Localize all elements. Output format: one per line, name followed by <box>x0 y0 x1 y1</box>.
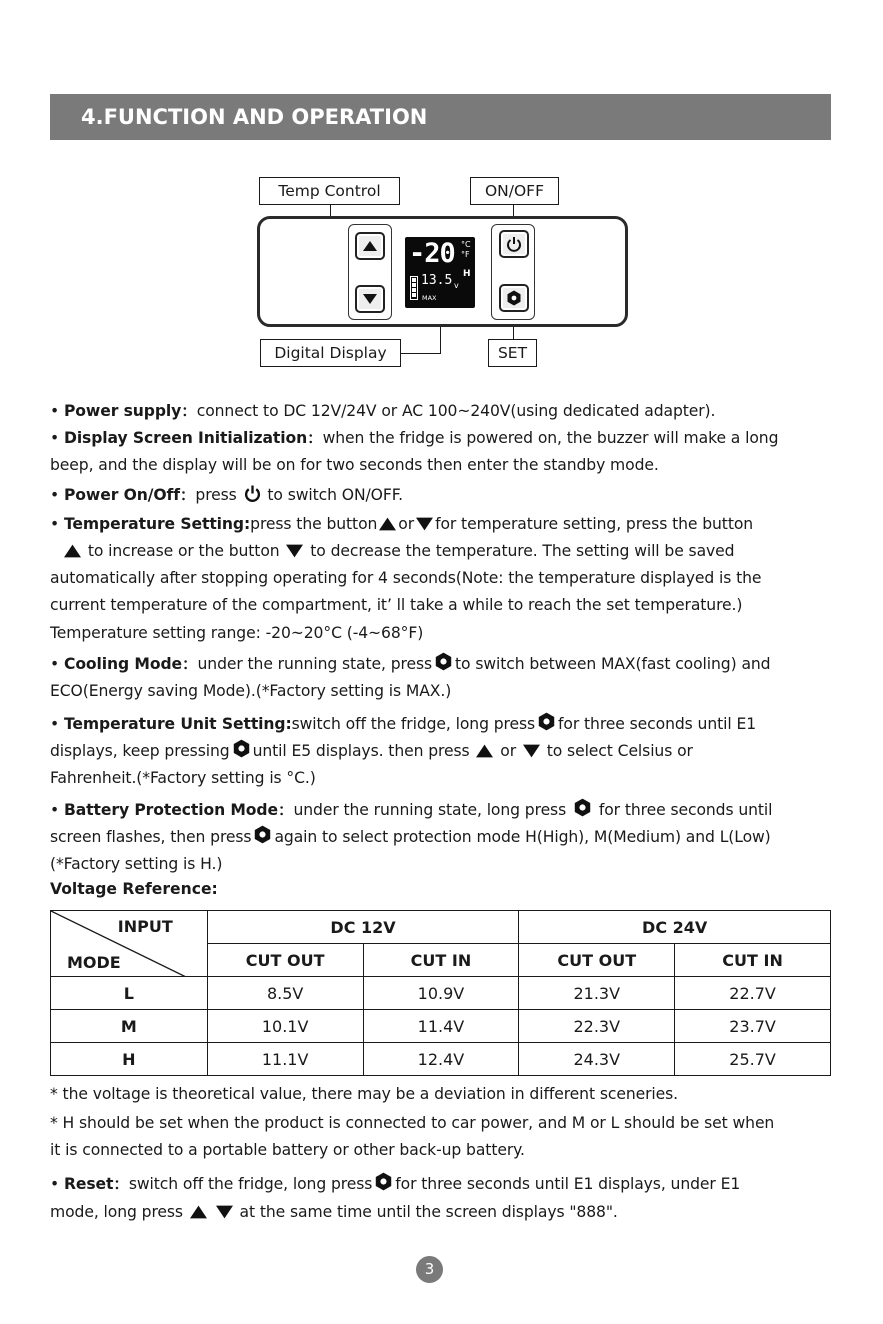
display-unit-f: °F <box>461 250 470 259</box>
table-cell: 23.7V <box>675 1010 831 1043</box>
text-power-onoff-pre: press <box>195 486 237 504</box>
table-cell: 8.5V <box>207 977 363 1010</box>
gear-icon <box>537 712 556 731</box>
text-reset-c: mode, long press <box>50 1203 183 1221</box>
up-arrow-icon <box>476 744 493 758</box>
text-temp-c: for temperature setting, press the button <box>435 515 754 533</box>
text-reset-a: switch off the fridge, long press <box>128 1175 373 1193</box>
para-display-init: • Display Screen Initialization：when the fridge is powered on, the buzzer will make a long <box>50 429 779 447</box>
up-button[interactable] <box>355 232 385 260</box>
text-unit-a: switch off the fridge, long press <box>291 715 536 733</box>
text-temp-d: to increase or the button <box>87 542 280 560</box>
text-unit-e: or <box>500 742 517 760</box>
display-max: MAX <box>422 294 437 302</box>
table-mode-cell: H <box>51 1043 208 1076</box>
table-input-label: INPUT <box>117 917 173 936</box>
para-temp-setting: • Temperature Setting:press the button or for temperature setting, press the button <box>50 515 754 533</box>
text-cooling-b: to switch between MAX(fast cooling) and <box>455 655 771 673</box>
label-cooling-mode: Cooling Mode <box>63 655 182 673</box>
para-temp-setting-3: automatically after stopping operating for 4 seconds(Note: the temperature displayed is the <box>50 569 762 587</box>
table-cell: 10.9V <box>363 977 519 1010</box>
display-voltage: 13.5 <box>421 273 453 288</box>
up-arrow-icon <box>190 1205 207 1219</box>
text-unit-f: to select Celsius or <box>546 742 693 760</box>
para-cooling-mode-2: ECO(Energy saving Mode).(*Factory setting is MAX.) <box>50 682 452 700</box>
label-display-init: Display Screen Initialization <box>63 429 308 447</box>
voltage-reference-heading: Voltage Reference: <box>50 880 218 898</box>
table-corner-cell <box>51 911 208 977</box>
para-battery-protection-3: (*Factory setting is H.) <box>50 855 223 873</box>
gear-icon <box>506 290 522 306</box>
gear-icon <box>374 1172 393 1191</box>
table-cell: 10.1V <box>207 1010 363 1043</box>
label-on-off: ON/OFF <box>470 177 559 205</box>
label-temp-control: Temp Control <box>259 177 400 205</box>
gear-icon <box>232 739 251 758</box>
set-button[interactable] <box>499 284 529 312</box>
para-temp-setting-4: current temperature of the compartment, it’ ll take a while to reach the set temperature.) <box>50 596 743 614</box>
battery-icon <box>410 276 418 300</box>
table-cell: 22.3V <box>519 1010 675 1043</box>
para-temp-setting-5: Temperature setting range: -20~20°C (-4~68°F) <box>50 624 424 642</box>
table-cell: 11.4V <box>363 1010 519 1043</box>
label-digital-display: Digital Display <box>260 339 401 367</box>
text-battery-d: again to select protection mode H(High), M(Medium) and L(Low) <box>274 828 771 846</box>
table-cell: 24.3V <box>519 1043 675 1076</box>
para-temp-setting-2 <box>50 538 857 565</box>
table-group-header: DC 12V <box>207 911 519 944</box>
display-unit-c: °C <box>461 240 471 249</box>
para-cooling-mode: • Cooling Mode：under the running state, press to switch between MAX(fast cooling) and <box>50 651 845 678</box>
voltage-table <box>50 910 831 1076</box>
table-mode-cell: M <box>51 1010 208 1043</box>
table-group-header: DC 24V <box>519 911 831 944</box>
table-subheader: CUT IN <box>363 944 519 977</box>
text-power-onoff-post: to switch ON/OFF. <box>267 486 403 504</box>
para-reset: • Reset：switch off the fridge, long press for three seconds until E1 displays, under E1 <box>50 1171 845 1198</box>
para-battery-protection: • Battery Protection Mode：under the running state, long press for three seconds until <box>50 797 845 824</box>
gear-icon <box>253 825 272 844</box>
down-button[interactable] <box>355 285 385 313</box>
para-battery-protection-2 <box>50 824 845 851</box>
para-unit-setting: • Temperature Unit Setting:switch off the fridge, long press for three seconds until E1 <box>50 711 845 738</box>
text-temp-e: to decrease the temperature. The setting will be saved <box>310 542 735 560</box>
table-cell: 11.1V <box>207 1043 363 1076</box>
digital-display <box>405 237 475 308</box>
table-mode-label: MODE <box>67 953 121 972</box>
page-number: 3 <box>416 1256 443 1283</box>
para-unit-setting-3: Fahrenheit.(*Factory setting is °C.) <box>50 769 316 787</box>
text-reset-d: at the same time until the screen displays "888". <box>239 1203 618 1221</box>
para-reset-2 <box>50 1199 845 1226</box>
text-battery-a: under the running state, long press <box>293 801 567 819</box>
down-arrow-icon <box>523 744 540 758</box>
table-subheader: CUT OUT <box>519 944 675 977</box>
table-subheader: CUT IN <box>675 944 831 977</box>
para-unit-setting-2 <box>50 738 845 765</box>
label-power-supply: Power supply <box>63 402 182 420</box>
leader-line <box>401 353 441 354</box>
down-arrow-icon <box>416 517 433 531</box>
label-temp-setting: Temperature Setting <box>63 515 244 533</box>
display-volt-unit: v <box>454 281 459 290</box>
table-cell: 22.7V <box>675 977 831 1010</box>
display-mode-letter: H <box>463 269 471 279</box>
text-temp-a: press the button <box>250 515 378 533</box>
up-arrow-icon <box>64 544 81 558</box>
power-button[interactable] <box>499 230 529 258</box>
down-arrow-icon <box>362 293 378 305</box>
text-power-supply: connect to DC 12V/24V or AC 100~240V(using dedicated adapter). <box>196 402 716 420</box>
label-battery-protection: Battery Protection Mode <box>63 801 278 819</box>
para-power-supply: • Power supply：connect to DC 12V/24V or AC 100~240V(using dedicated adapter). <box>50 402 716 420</box>
note-h-setting-2: it is connected to a portable battery or other back-up battery. <box>50 1141 525 1159</box>
text-unit-d: until E5 displays. then press <box>252 742 470 760</box>
table-cell: 25.7V <box>675 1043 831 1076</box>
table-row <box>51 1043 831 1076</box>
table-subheader: CUT OUT <box>207 944 363 977</box>
para-power-onoff: • Power On/Off：press to switch ON/OFF. <box>50 486 403 504</box>
down-arrow-icon <box>216 1205 233 1219</box>
note-voltage-theoretical: * the voltage is theoretical value, there may be a deviation in different sceneries. <box>50 1085 679 1103</box>
table-row <box>51 1010 831 1043</box>
up-arrow-icon <box>379 517 396 531</box>
text-temp-b: or <box>398 515 415 533</box>
text-cooling-a: under the running state, press <box>197 655 433 673</box>
text-battery-b: for three seconds until <box>598 801 773 819</box>
up-arrow-icon <box>362 240 378 252</box>
table-cell: 12.4V <box>363 1043 519 1076</box>
label-power-onoff: Power On/Off <box>63 486 180 504</box>
table-row <box>51 977 831 1010</box>
note-h-setting: * H should be set when the product is connected to car power, and M or L should be set when <box>50 1114 775 1132</box>
text-unit-c: displays, keep pressing <box>50 742 230 760</box>
gear-icon <box>434 652 453 671</box>
gear-icon <box>573 798 592 817</box>
label-set: SET <box>488 339 537 367</box>
label-unit-setting: Temperature Unit Setting <box>63 715 286 733</box>
text-reset-b: for three seconds until E1 displays, under E1 <box>395 1175 741 1193</box>
label-reset: Reset <box>63 1175 114 1193</box>
text-unit-b: for three seconds until E1 <box>558 715 757 733</box>
display-temperature: -20 <box>409 238 455 269</box>
power-icon <box>244 485 261 502</box>
section-title: 4.FUNCTION AND OPERATION <box>50 94 831 140</box>
down-arrow-icon <box>286 544 303 558</box>
para-display-init-2: beep, and the display will be on for two seconds then enter the standby mode. <box>50 456 659 474</box>
table-mode-cell: L <box>51 977 208 1010</box>
power-icon <box>506 236 522 252</box>
text-battery-c: screen flashes, then press <box>50 828 252 846</box>
table-cell: 21.3V <box>519 977 675 1010</box>
text-display-init: when the fridge is powered on, the buzzer will make a long <box>322 429 779 447</box>
